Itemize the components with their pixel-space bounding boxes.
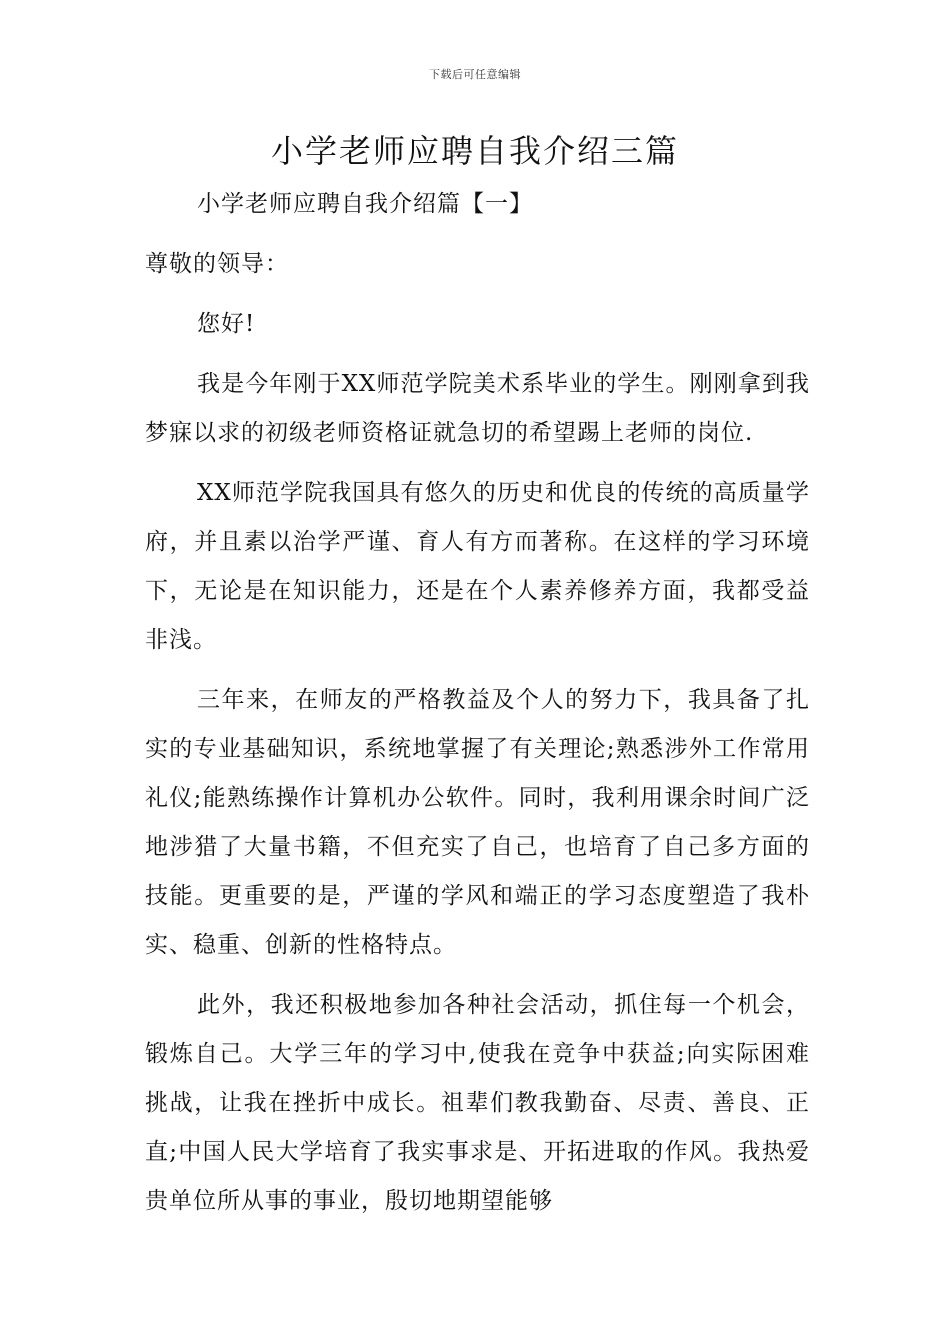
section-heading: 小学老师应聘自我介绍篇【一】 [197,191,533,217]
document-title: 小学老师应聘自我介绍三篇 [270,132,679,170]
paragraph: 此外，我还积极地参加各种社会活动，抓住每一个机会，锻炼自己。大学三年的学习中,使我在竞争中获益;向实际困难挑战，让我在挫折中成长。祖辈们教我勤奋、尽责、善良、正直;中国人民大学培育了我实事求是、开拓进取的作风。我热爱贵单位所从事的事业，殷切地期望能够 [145,992,810,1214]
greeting: 您好! [197,311,256,337]
salutation: 尊敬的领导： [145,251,289,277]
paragraph: XX师范学院我国具有悠久的历史和优良的传统的高质量学府，并且素以治学严谨、育人有方而著称。在这样的学习环境下，无论是在知识能力，还是在个人素养修养方面，我都受益非浅。 [145,480,810,653]
header-note: 下载后可任意编辑 [429,68,521,81]
paragraph: 我是今年刚于XX师范学院美术系毕业的学生。刚刚拿到我梦寐以求的初级老师资格证就急切的希望踢上老师的岗位. [145,371,810,446]
paragraph: 三年来，在师友的严格教益及个人的努力下，我具备了扎实的专业基础知识，系统地掌握了有关理论;熟悉涉外工作常用礼仪;能熟练操作计算机办公软件。同时，我利用课余时间广泛地涉猎了大量书籍，不但充实了自己，也培育了自己多方面的技能。更重要的是，严谨的学风和端正的学习态度塑造了我朴实、稳重、创新的性格特点。 [145,687,810,958]
document-body [145,180,810,1237]
